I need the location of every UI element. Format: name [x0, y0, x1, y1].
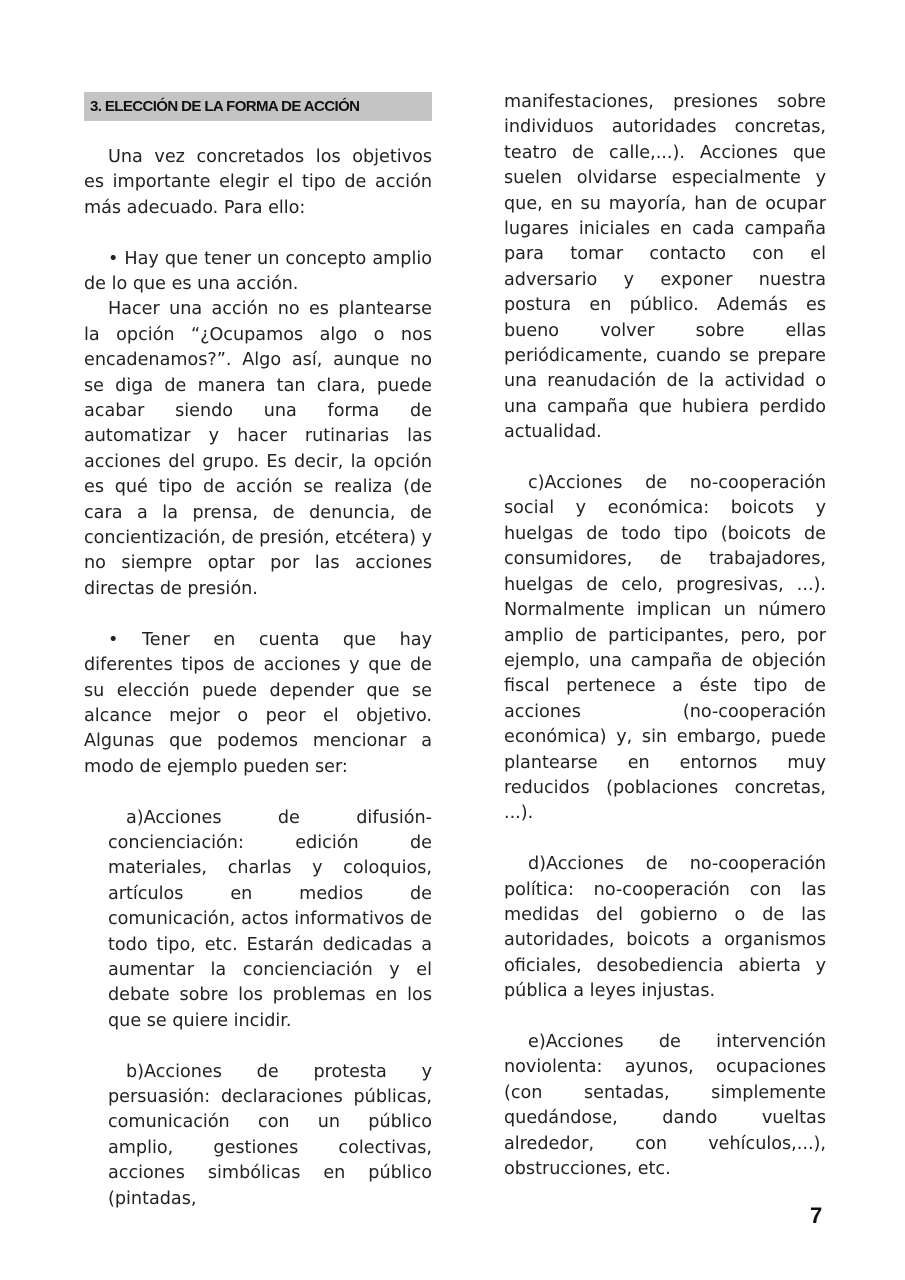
- item-c-social: c)Acciones de no-cooperación social y económica: boicots y huelgas de todo tipo (boicots de consumidores, de trabajadores, huelgas de celo, progresivas, ...). Normalmente implican un número amplio de participantes, pero, por ejemplo, una campaña de objeción fiscal pertenece a éste tipo de acciones (no-cooperación económica) y, sin embargo, puede plantearse en entornos muy reducidos (poblaciones concretas, ...).: [504, 473, 826, 824]
- section-heading: 3. ELECCIÓN DE LA FORMA DE ACCIÓN: [84, 92, 432, 121]
- bullet-concept: • Hay que tener un concepto amplio de lo que es una acción.: [84, 248, 432, 295]
- left-column: [84, 90, 432, 1212]
- item-b-continuation: manifestaciones, presiones sobre individuos autoridades concretas, teatro de calle,...). Acciones que suelen olvidarse especialmente y que, en su mayoría, han de ocupar lugares iniciales en cada campaña para tomar contacto con el adversario y exponer nuestra postura en público. Además es bueno volver sobre ellas periódicamente, cuando se prepare una reanudación de la actividad o una campaña que hubiera perdido actualidad.: [504, 92, 826, 443]
- bullet-types: • Tener en cuenta que hay diferentes tipos de acciones y que de su elección puede depender que se alcance mejor o peor el objetivo. Algunas que podemos mencionar a modo de ejemplo pueden ser:: [84, 629, 432, 777]
- item-d-politica: d)Acciones de no-cooperación política: no-cooperación con las medidas del gobierno o de las autoridades, boicots a organismos oficiales, desobediencia abierta y pública a leyes injustas.: [504, 854, 826, 1002]
- item-b-protesta: b)Acciones de protesta y persuasión: declaraciones públicas, comunicación con un público amplio, gestiones colectivas, acciones simbólicas en público (pintadas,: [108, 1061, 432, 1209]
- intro-paragraph: Una vez concretados los objetivos es importante elegir el tipo de acción más adecuado. Para ello:: [84, 147, 432, 218]
- right-column: [504, 90, 826, 1182]
- page-number: 7: [810, 1203, 823, 1228]
- item-e-intervencion: e)Acciones de intervención noviolenta: ayunos, ocupaciones (con sentadas, simplemente quedándose, dando vueltas alrededor, con vehículos,...), obstrucciones, etc.: [504, 1031, 826, 1180]
- bullet-concept-body: Hacer una acción no es plantearse la opción “¿Ocupamos algo o nos encadenamos?”. Algo así, aunque no se diga de manera tan clara, puede acabar siendo una forma de automatizar y hacer rutinarias las acciones del grupo. Es decir, la opción es qué tipo de acción se realiza (de cara a la prensa, de denuncia, de concientización, de presión, etcétera) y no siempre optar por las acciones directas de presión.: [84, 299, 432, 599]
- item-a-difusion: a)Acciones de difusión-concienciación: edición de materiales, charlas y coloquios, artículos en medios de comunicación, actos informativos de todo tipo, etc. Estarán dedicadas a aumentar la concienciación y el debate sobre los problemas en los que se quiere incidir.: [108, 807, 432, 1031]
